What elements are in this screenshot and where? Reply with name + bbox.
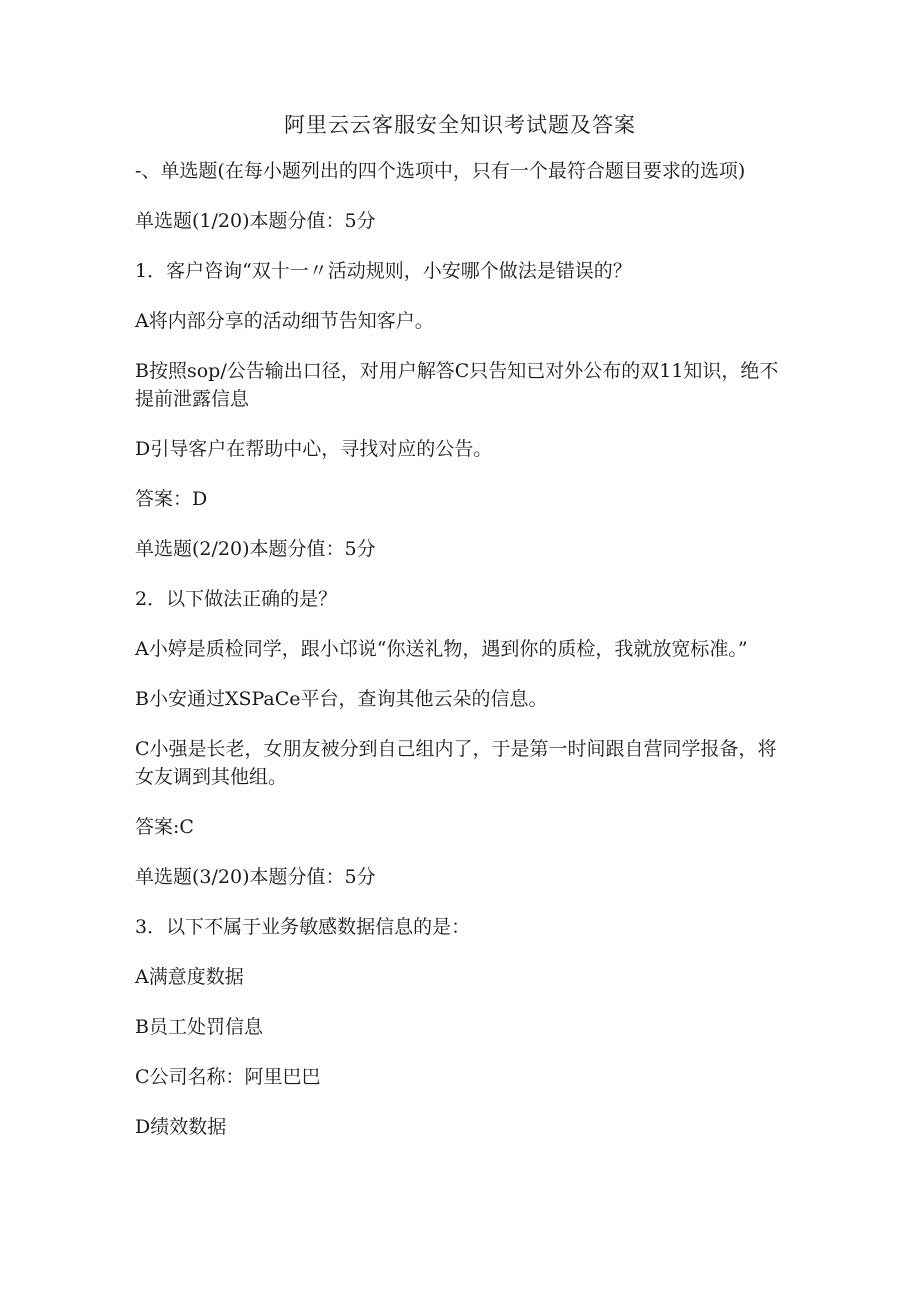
- document-body: [135, 157, 790, 1163]
- option-1-d: D引导客户在帮助中心，寻找对应的公告。: [135, 438, 493, 460]
- option-3-d: D绩效数据: [135, 1116, 227, 1138]
- document-title: 阿里云云客服安全知识考试题及答案: [284, 113, 636, 137]
- question-header-3: 单选题(3/20)本题分值：5分: [135, 866, 376, 888]
- option-2-a: A小婷是质检同学，跟小邙说“你送礼物，遇到你的质检，我就放宽标准。”: [135, 638, 748, 660]
- option-3-b: B员工处罚信息: [135, 1016, 263, 1038]
- option-2-c: C小强是长老，女朋友被分到自己组内了，于是第一时间跟自营同学报备，将女友调到其他组。: [135, 738, 777, 788]
- question-text-1: 1．客户咨询“双十一〃活动规则，小安哪个做法是错误的？: [135, 260, 632, 282]
- section-heading: -、单选题(在每小题列出的四个选项中，只有一个最符合题目要求的选项): [135, 160, 746, 182]
- option-3-c: C公司名称：阿里巴巴: [135, 1066, 321, 1088]
- question-text-3: 3．以下不属于业务敏感数据信息的是：: [135, 916, 471, 938]
- question-text-2: 2．以下做法正确的是？: [135, 588, 338, 610]
- question-header-2: 单选题(2/20)本题分值：5分: [135, 538, 376, 560]
- option-1-b-c: B按照sop/公告输出口径，对用户解答C只告知已对外公布的双11知识，绝不提前泄露信息: [135, 360, 779, 410]
- question-header-1: 单选题(1/20)本题分值：5分: [135, 210, 376, 232]
- option-3-a: A满意度数据: [135, 966, 244, 988]
- answer-1: 答案：D: [135, 488, 208, 510]
- option-2-b: B小安通过XSPaCe平台，查询其他云朵的信息。: [135, 688, 548, 710]
- option-1-a: A将内部分享的活动细节告知客户。: [135, 310, 434, 332]
- answer-2: 答案:C: [135, 816, 194, 838]
